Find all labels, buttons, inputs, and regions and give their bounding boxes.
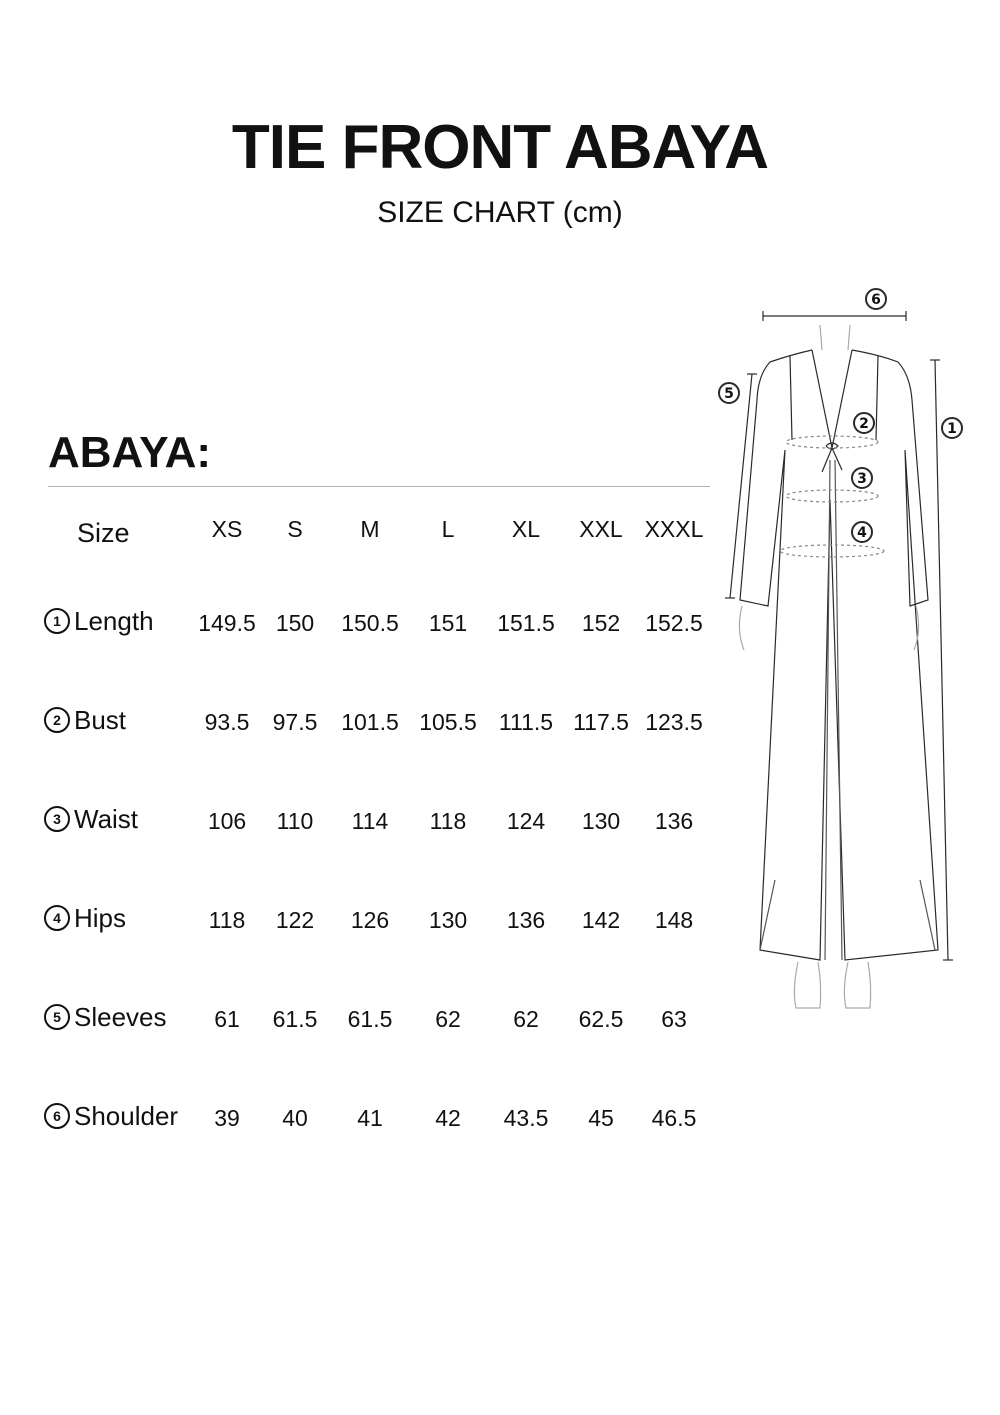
measure-value-hips-xl: 136 — [506, 907, 546, 933]
measure-value-length-xs: 149.5 — [198, 610, 256, 636]
measure-label-text: Sleeves — [74, 1002, 167, 1032]
measure-value-waist-xl: 124 — [506, 808, 546, 834]
page-subtitle: SIZE CHART (cm) — [377, 196, 623, 229]
measure-value-sleeves-xxl: 62.5 — [578, 1006, 624, 1032]
measure-value-bust-xs: 93.5 — [204, 709, 250, 735]
measure-value-sleeves-xl: 62 — [513, 1006, 539, 1032]
size-header-m: M — [360, 516, 380, 542]
measure-value-shoulder-xxxl: 46.5 — [651, 1105, 697, 1131]
size-header-xl: XL — [511, 516, 541, 542]
measure-value-waist-xxl: 130 — [581, 808, 621, 834]
measure-value-bust-s: 97.5 — [272, 709, 318, 735]
measure-value-waist-xs: 106 — [207, 808, 247, 834]
measure-value-hips-l: 130 — [428, 907, 468, 933]
measure-value-length-s: 150 — [275, 610, 315, 636]
measure-value-length-m: 150.5 — [341, 610, 399, 636]
measure-number-badge: 2 — [44, 707, 70, 733]
size-header-xxl: XXL — [579, 516, 623, 542]
measure-label-bust — [44, 705, 126, 736]
size-header-l: L — [441, 516, 455, 542]
figure-marker-hips: 4 — [857, 525, 867, 541]
measure-value-shoulder-s: 40 — [282, 1105, 308, 1131]
measure-value-waist-xxxl: 136 — [654, 808, 694, 834]
measure-value-bust-m: 101.5 — [341, 709, 399, 735]
measure-value-hips-m: 126 — [350, 907, 390, 933]
size-header-xxxl: XXXL — [644, 516, 704, 542]
measure-value-bust-xl: 111.5 — [498, 709, 554, 735]
measure-number-badge: 5 — [44, 1004, 70, 1030]
size-header-xs: XS — [211, 516, 243, 542]
measure-value-waist-l: 118 — [429, 808, 467, 834]
measure-number-badge: 1 — [44, 608, 70, 634]
measure-value-sleeves-xs: 61 — [214, 1006, 240, 1032]
measure-value-shoulder-l: 42 — [435, 1105, 461, 1131]
measure-value-waist-m: 114 — [351, 808, 389, 834]
table-row — [44, 804, 714, 844]
measure-value-sleeves-m: 61.5 — [347, 1006, 393, 1032]
measure-value-hips-xxl: 142 — [581, 907, 621, 933]
figure-marker-bust: 2 — [859, 416, 869, 432]
section-divider — [48, 486, 710, 487]
table-row — [44, 1101, 714, 1141]
measure-label-shoulder — [44, 1101, 178, 1132]
measure-label-hips — [44, 903, 126, 934]
measure-label-sleeves — [44, 1002, 167, 1033]
measure-value-hips-s: 122 — [275, 907, 315, 933]
measure-value-length-xxxl: 152.5 — [645, 610, 703, 636]
measure-label-text: Hips — [74, 903, 127, 933]
garment-illustration — [700, 270, 1000, 1030]
table-row — [44, 705, 714, 745]
measure-value-sleeves-l: 62 — [435, 1006, 461, 1032]
measure-value-bust-xxl: 117.5 — [573, 709, 629, 735]
section-heading: ABAYA: — [48, 428, 212, 477]
measure-value-shoulder-m: 41 — [357, 1105, 383, 1131]
figure-marker-waist: 3 — [857, 471, 867, 487]
measure-value-hips-xxxl: 148 — [654, 907, 694, 933]
measure-value-sleeves-xxxl: 63 — [661, 1006, 687, 1032]
figure-marker-shoulder: 6 — [871, 292, 881, 308]
measure-label-length — [44, 606, 154, 637]
measure-number-badge: 6 — [44, 1103, 70, 1129]
table-header-row — [44, 518, 714, 558]
measure-number-badge: 3 — [44, 806, 70, 832]
measure-value-waist-s: 110 — [276, 808, 314, 834]
measure-value-length-xxl: 152 — [581, 610, 621, 636]
figure-marker-sleeves: 5 — [724, 386, 734, 402]
measure-value-bust-l: 105.5 — [419, 709, 477, 735]
size-header-s: S — [287, 516, 303, 542]
table-row — [44, 903, 714, 943]
measure-label-text: Bust — [74, 705, 127, 735]
table-row — [44, 606, 714, 646]
measure-value-length-l: 151 — [428, 610, 468, 636]
figure-marker-length: 1 — [947, 421, 957, 437]
measure-value-shoulder-xs: 39 — [214, 1105, 240, 1131]
measure-value-hips-xs: 118 — [208, 907, 246, 933]
measure-number-badge: 4 — [44, 905, 70, 931]
measure-value-sleeves-s: 61.5 — [272, 1006, 318, 1032]
page-title: TIE FRONT ABAYA — [231, 113, 769, 182]
measure-value-shoulder-xxl: 45 — [588, 1105, 614, 1131]
measure-label-waist — [44, 804, 138, 835]
size-header-label: Size — [77, 518, 130, 548]
measure-value-bust-xxxl: 123.5 — [645, 709, 703, 735]
measure-value-shoulder-xl: 43.5 — [503, 1105, 549, 1131]
measure-label-text: Shoulder — [74, 1101, 179, 1131]
table-row — [44, 1002, 714, 1042]
measure-label-text: Waist — [74, 804, 139, 834]
measure-label-text: Length — [74, 606, 154, 636]
measure-value-length-xl: 151.5 — [497, 610, 555, 636]
